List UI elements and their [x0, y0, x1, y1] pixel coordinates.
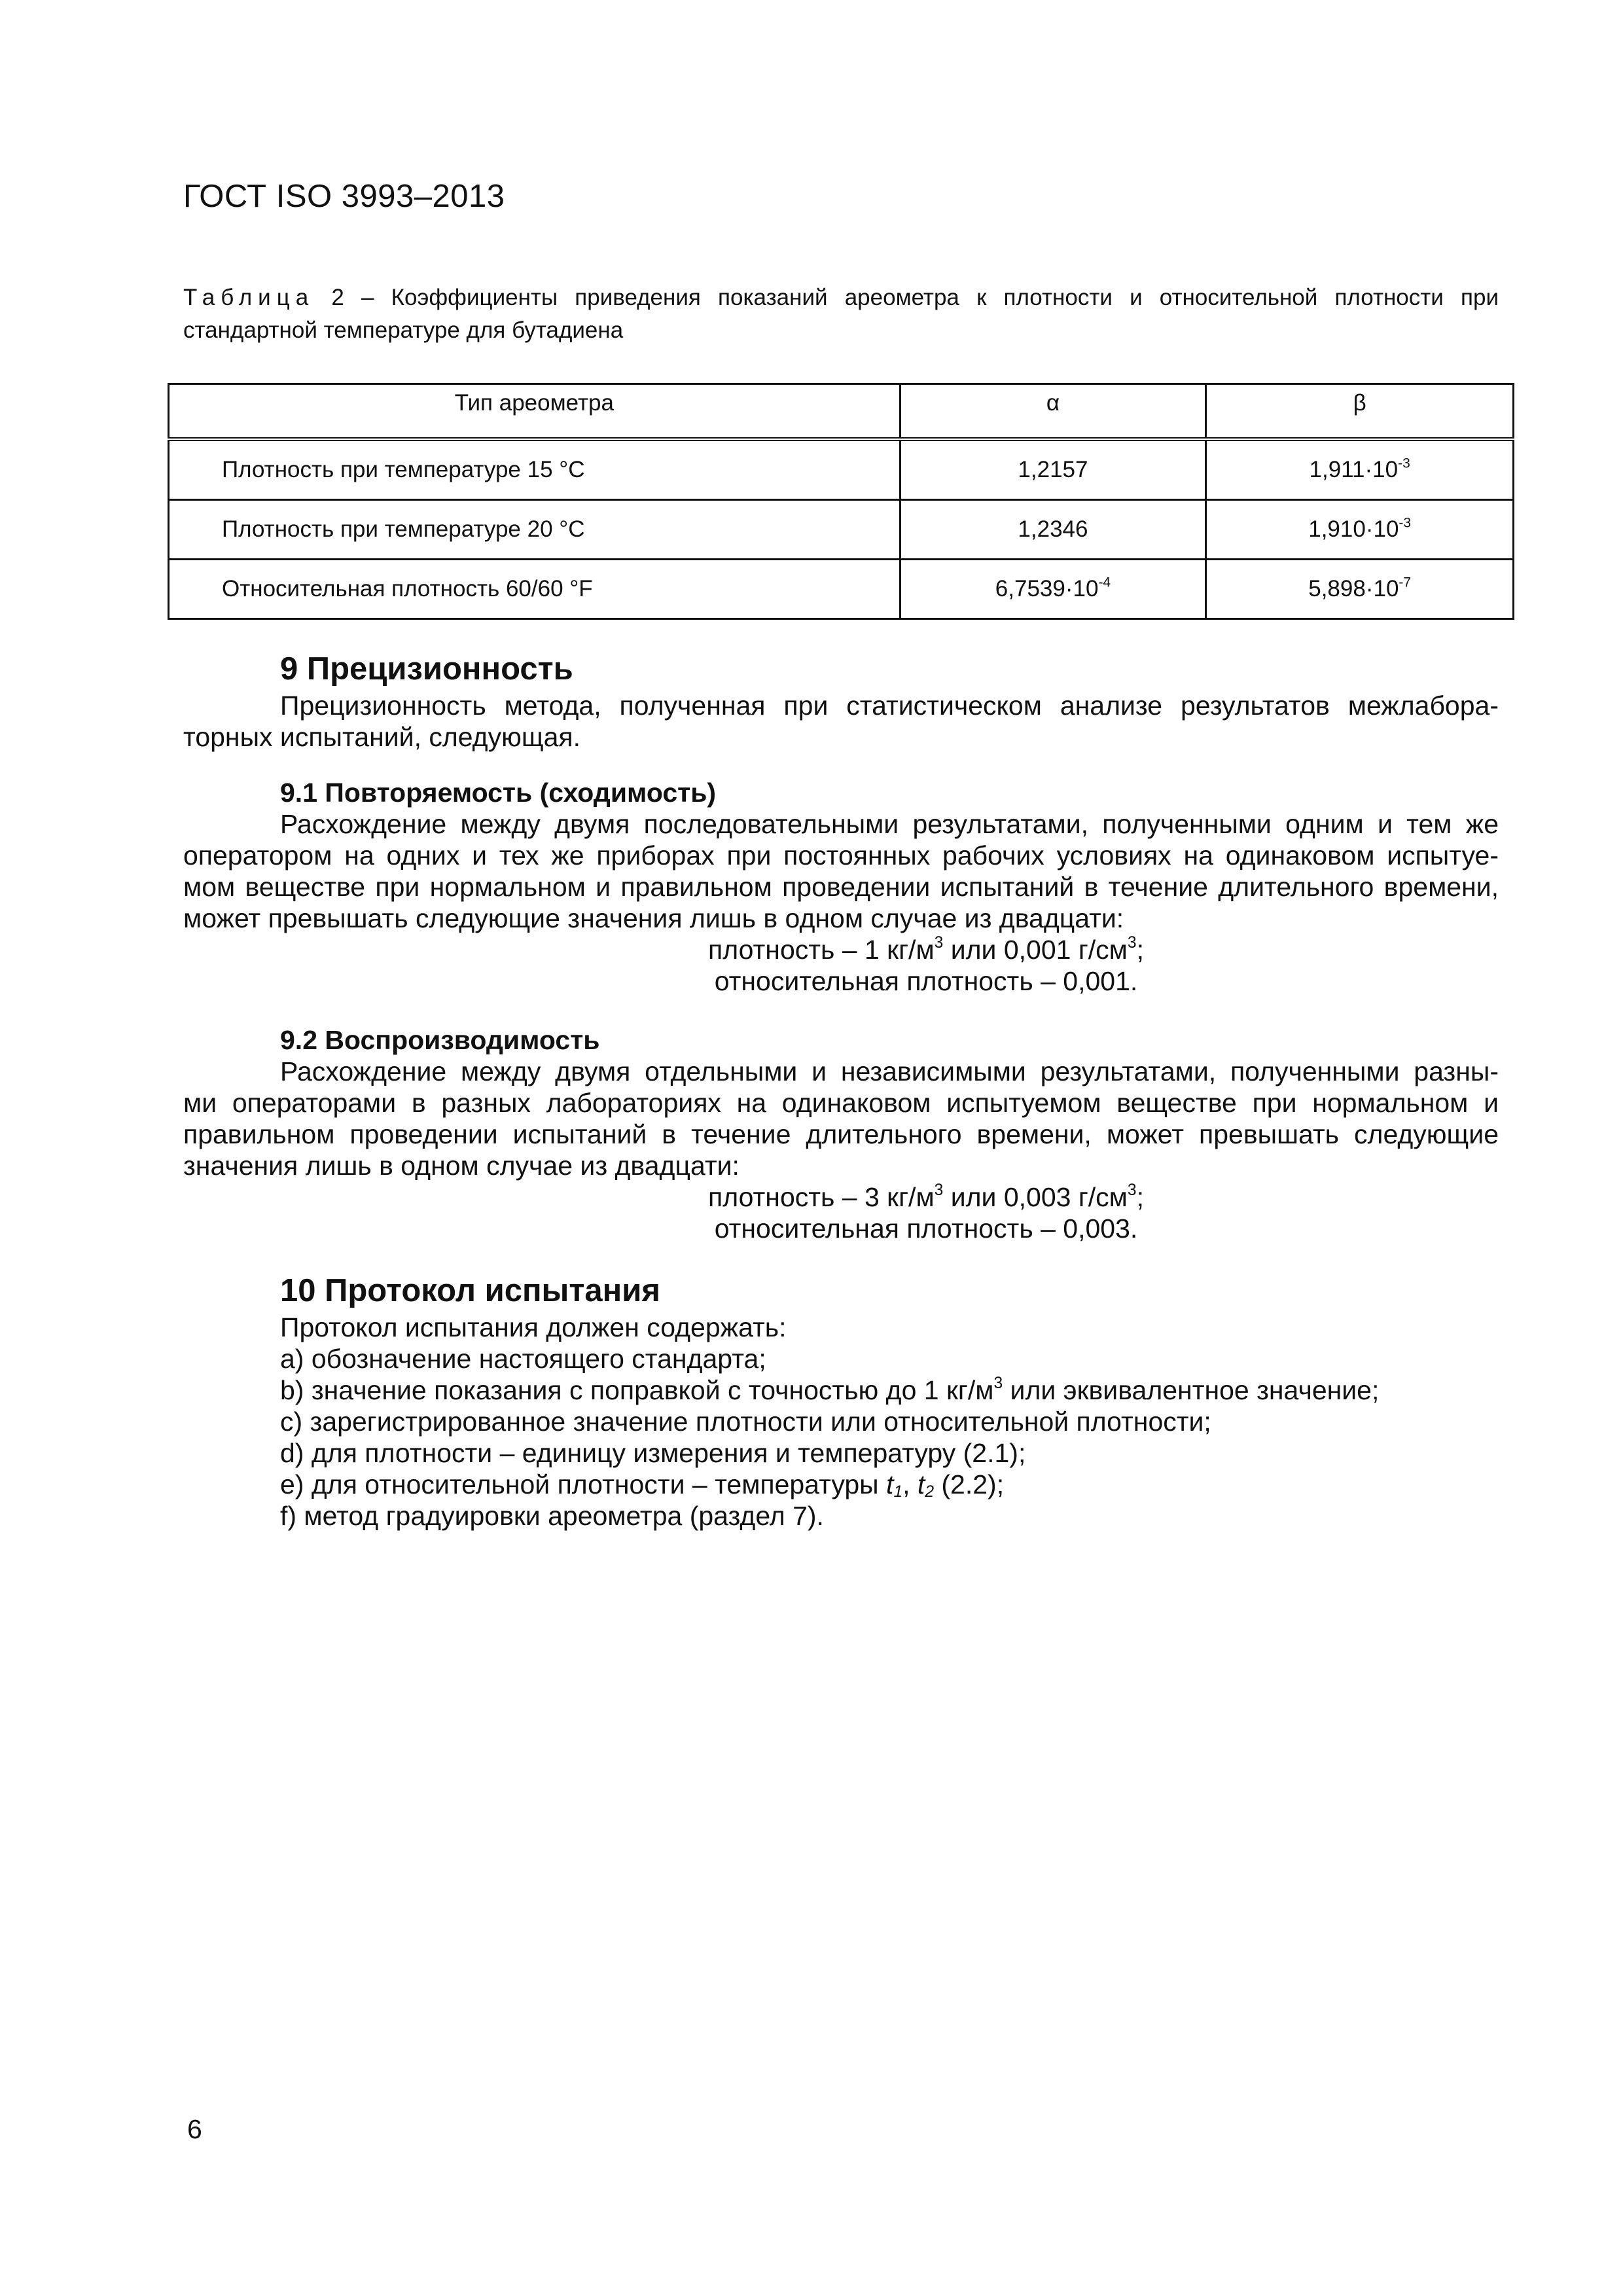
table-cell-alpha: 1,2157 — [900, 439, 1206, 500]
page-number: 6 — [187, 2114, 202, 2144]
table-header-beta: β — [1206, 384, 1514, 440]
repeatability-density-value: плотность – 1 $кг/м^3$ или 0,001 $г/см^3$; — [708, 933, 1144, 965]
table-cell-type: Плотность при температуре 20 °С — [169, 500, 901, 560]
reproducibility-relative-value: относительная плотность – 0,003. — [714, 1213, 1138, 1244]
report-list — [183, 1312, 1499, 1532]
section-9-2-line: значения лишь в одном случае из двадцати: — [183, 1151, 740, 1181]
section-9-2-line: Расхождение между двумя отдельными и независимыми результатами, полученными разны- — [280, 1056, 1499, 1086]
table-cell-type: Плотность при температуре 15 °С — [169, 439, 901, 500]
table-caption-label: Таблица — [183, 285, 315, 310]
section-9-1-line: оператором на одних и тех же приборах при постоянных рабочих условиях на одинаковом испытуе- — [183, 840, 1499, 870]
coefficient-table — [168, 383, 1514, 620]
section-9-text-line: Прецизионность метода, полученная при статистическом анализе результатов межлабора- — [280, 691, 1499, 721]
list-item: e) для относительной плотности – температуры $t_1$, $t_2$ (2.2); — [280, 1469, 1005, 1501]
section-9 — [183, 648, 1499, 753]
table-header-type: Тип ареометра — [169, 384, 901, 440]
list-item: a) обозначение настоящего стандарта; — [280, 1344, 766, 1374]
section-10 — [183, 1270, 1499, 1532]
list-item: c) зарегистрированное значение плотности или относительной плотности; — [280, 1407, 1211, 1437]
table-cell-beta: $5,898\cdot 10^{-7}$ — [1206, 560, 1514, 619]
list-item: f) метод градуировки ареометра (раздел 7). — [280, 1501, 824, 1531]
section-9-2-title: 9.2 Воспроизводимость — [280, 1025, 600, 1055]
section-10-title: 10 Протокол испытания — [280, 1273, 660, 1308]
table-cell-alpha: 1,2346 — [900, 500, 1206, 560]
section-9-2-line: правильном проведении испытаний в течение длительного времени, может превышать следующие — [183, 1119, 1499, 1149]
table-caption — [183, 281, 1499, 347]
table-row — [169, 439, 1514, 500]
section-9-1-title: 9.1 Повторяемость (сходимость) — [280, 778, 717, 808]
table-caption-title: 2 – Коэффициенты приведения показаний ареометра к плотности и относительной плотности при стандартной температуре для бутадиена — [183, 285, 1499, 343]
table-row — [169, 500, 1514, 560]
document-header: ГОСТ ISO 3993–2013 — [183, 179, 505, 214]
report-intro: Протокол испытания должен содержать: — [280, 1312, 787, 1342]
list-item: d) для плотности – единицу измерения и температуру (2.1); — [280, 1438, 1026, 1468]
table-cell-alpha: $6,7539\cdot 10^{-4}$ — [900, 560, 1206, 619]
section-9-1-line: может превышать следующие значения лишь в одном случае из двадцати: — [183, 903, 1124, 933]
table-cell-beta: $1,910\cdot 10^{-3}$ — [1206, 500, 1514, 560]
reproducibility-density-value: плотность – 3 $кг/м^3$ или 0,003 $г/см^3$; — [708, 1181, 1144, 1212]
table-cell-beta: $1,911\cdot 10^{-3}$ — [1206, 439, 1514, 500]
section-9-title: 9 Прецизионность — [280, 651, 573, 687]
section-9-2-line: ми операторами в разных лабораториях на одинаковом испытуемом веществе при нормальном и — [183, 1088, 1499, 1118]
section-9-1 — [183, 777, 1499, 997]
section-9-1-line: Расхождение между двумя последовательными результатами, полученными одним и тем же — [280, 809, 1499, 839]
list-item: b) значение показания с поправкой с точностью до 1 $кг/м^3$ или эквивалентное значение; — [280, 1374, 1380, 1405]
repeatability-relative-value: относительная плотность – 0,001. — [714, 966, 1138, 996]
section-9-1-line: мом веществе при нормальном и правильном проведении испытаний в течение длительного времени, — [183, 872, 1499, 902]
table-cell-type: Относительная плотность 60/60 °F — [169, 560, 901, 619]
table-header-row — [169, 384, 1514, 440]
table-header-alpha: α — [900, 384, 1206, 440]
section-9-2 — [183, 1024, 1499, 1244]
section-9-text-line: торных испытаний, следующая. — [183, 722, 580, 752]
table-row — [169, 560, 1514, 619]
